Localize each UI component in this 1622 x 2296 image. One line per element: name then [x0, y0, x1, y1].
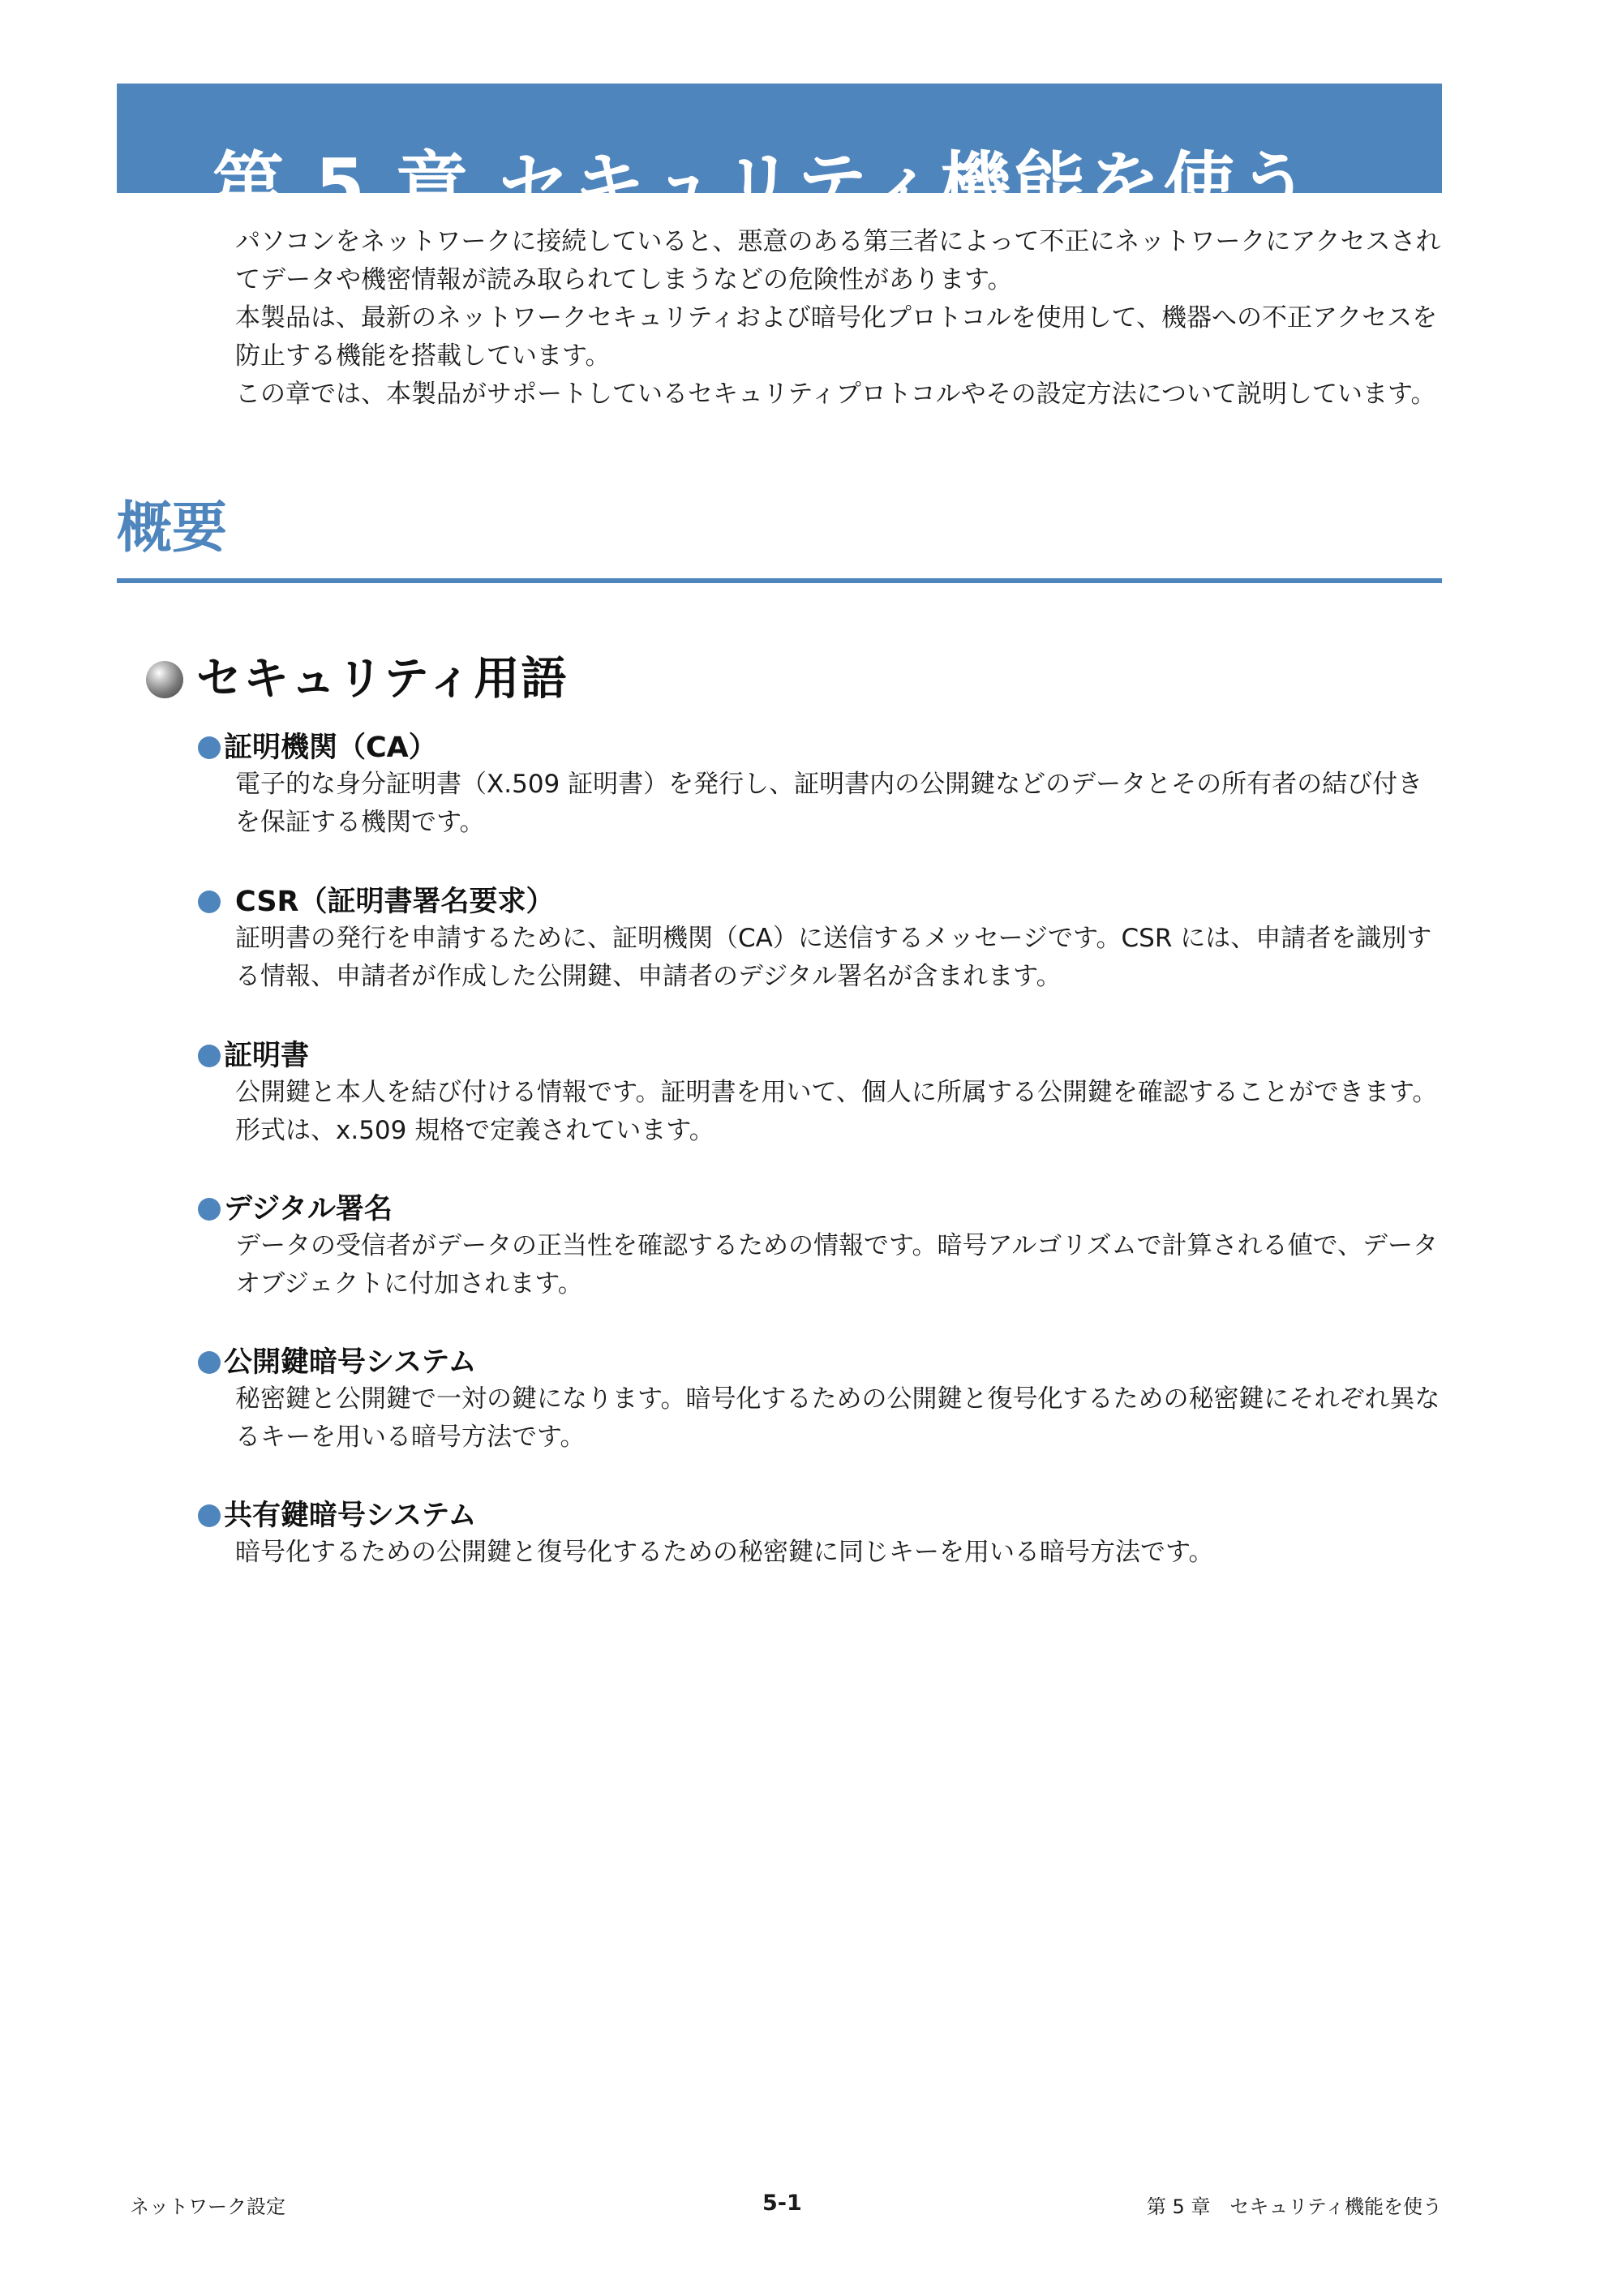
- term-description: 公開鍵と本人を結び付ける情報です。証明書を用いて、個人に所属する公開鍵を確認することができます。形式は、x.509 規格で定義されています。: [235, 1078, 1438, 1145]
- blue-dot-icon: [198, 1198, 221, 1221]
- term-heading: [198, 1498, 1444, 1534]
- intro-text: [235, 223, 1444, 414]
- term-item-digital-signature: [198, 1191, 1444, 1303]
- term-item-shared-key-system: [198, 1498, 1444, 1572]
- footer-right-text: 第 5 章 セキュリティ機能を使う: [1146, 2195, 1442, 2218]
- term-item-public-key-system: [198, 1345, 1444, 1457]
- term-description: 暗号化するための公開鍵と復号化するための秘密鍵に同じキーを用いる暗号方法です。: [235, 1538, 1214, 1567]
- intro-paragraph: この章では、本製品がサポートしているセキュリティプロトコルやその設定方法について説明しています。: [235, 380, 1436, 409]
- section-divider: [117, 578, 1442, 583]
- term-heading: [198, 1191, 1444, 1227]
- term-item-ca: [198, 730, 1444, 842]
- footer-left-text: ネットワーク設定: [130, 2195, 285, 2218]
- term-description: 秘密鍵と公開鍵で一対の鍵になります。暗号化するための公開鍵と復号化するための秘密鍵にそれぞれ異なるキーを用いる暗号方法です。: [235, 1384, 1440, 1452]
- term-heading: [198, 1345, 1444, 1380]
- chapter-banner: [117, 84, 1442, 227]
- term-item-csr: [198, 884, 1444, 996]
- term-label: 証明機関（CA）: [224, 732, 437, 764]
- term-label: 証明書: [224, 1040, 310, 1072]
- term-description: 電子的な身分証明書（X.509 証明書）を発行し、証明書内の公開鍵などのデータとその所有者の結び付きを保証する機関です。: [235, 770, 1423, 837]
- subsection-title: セキュリティ用語: [196, 653, 569, 706]
- term-label: デジタル署名: [224, 1193, 393, 1225]
- term-label: 公開鍵暗号システム: [224, 1346, 477, 1379]
- intro-paragraph: パソコンをネットワークに接続していると、悪意のある第三者によって不正にネットワークにアクセスされてデータや機密情報が読み取られてしまうなどの危険性があります。: [235, 227, 1441, 294]
- term-heading: [198, 1038, 1444, 1074]
- gray-sphere-icon: [146, 661, 183, 698]
- term-label: CSR（証明書署名要求）: [235, 886, 555, 918]
- term-description: データの受信者がデータの正当性を確認するための情報です。暗号アルゴリズムで計算される値で、データオブジェクトに付加されます。: [235, 1231, 1439, 1298]
- term-label: 共有鍵暗号システム: [224, 1500, 477, 1532]
- blue-dot-icon: [198, 736, 221, 759]
- page-number: 5-1: [762, 2191, 802, 2216]
- term-heading: [198, 730, 1444, 766]
- term-heading: [198, 884, 1444, 920]
- term-description: 証明書の発行を申請するために、証明機関（CA）に送信するメッセージです。CSR には、申請者を識別する情報、申請者が作成した公開鍵、申請者のデジタル署名が含まれます。: [235, 924, 1432, 991]
- subsection-heading: [146, 651, 568, 708]
- intro-paragraph: 本製品は、最新のネットワークセキュリティおよび暗号化プロトコルを使用して、機器への不正アクセスを防止する機能を搭載しています。: [235, 303, 1438, 371]
- blue-dot-icon: [198, 1504, 221, 1527]
- blue-dot-icon: [198, 1351, 221, 1374]
- section-title: 概要: [117, 496, 228, 560]
- blue-dot-icon: [198, 1045, 221, 1067]
- chapter-title: 第 5 章 セキュリティ機能を使う: [212, 143, 1313, 227]
- term-item-certificate: [198, 1038, 1444, 1150]
- blue-dot-icon: [198, 891, 221, 913]
